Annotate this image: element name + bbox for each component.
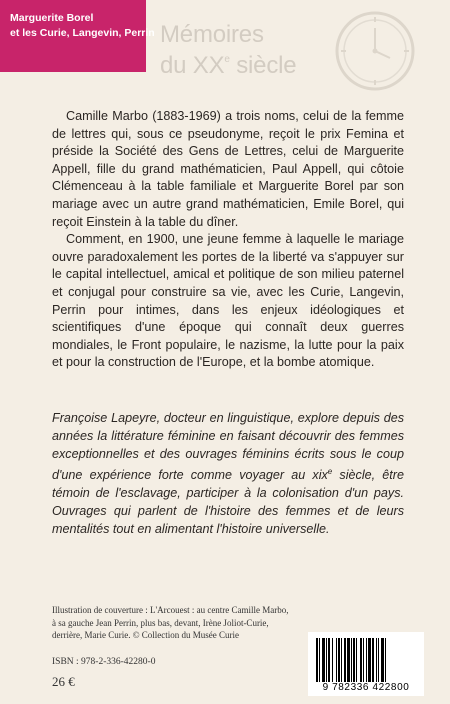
barcode-bar — [356, 638, 357, 682]
series-title — [160, 22, 296, 78]
isbn: ISBN : 978-2-336-42280-0 — [52, 657, 156, 667]
subject-line-2: et les Curie, Langevin, Perrin — [10, 27, 155, 39]
clock-icon — [332, 8, 418, 94]
barcode-bar — [368, 638, 371, 682]
barcode-bar — [316, 638, 318, 682]
series-title-line-1: Mémoires — [160, 21, 264, 48]
barcode-bar — [322, 638, 325, 682]
barcode-bar — [385, 638, 386, 682]
barcode-bar — [328, 638, 330, 682]
barcode-bar — [372, 638, 374, 682]
barcode-bar — [363, 638, 364, 682]
barcode-bar — [347, 638, 350, 682]
summary-text — [52, 108, 404, 372]
author-name: Françoise Lapeyre — [52, 411, 157, 425]
barcode-bar — [341, 638, 342, 682]
barcode-bar — [376, 638, 377, 682]
cover-credit: Illustration de couverture : L'Arcouest : au centre Camille Marbo, à sa gauche Jean Perrin, plus bas, devant, Irène Joliot-Curie, derrière, Marie Curie. © Collection du Musée Curie — [52, 605, 289, 640]
barcode — [308, 632, 424, 696]
barcode-bar — [326, 638, 327, 682]
barcode-bar — [338, 638, 340, 682]
barcode-bar — [351, 638, 352, 682]
barcode-bar — [381, 638, 384, 682]
subject-line-1: Marguerite Borel — [10, 12, 94, 24]
series-title-line-2: du XXe siècle — [160, 52, 297, 79]
summary-paragraph-1: Camille Marbo (1883-1969) a trois noms, celui de la femme de lettres qui, sous ce pseudonyme, reçoit le prix Femina et préside la Société des Gens de Lettres, celui de Marguerite Appell, fille du grand mathématicien, Paul Appell, qui côtoie Clémenceau à la table familiale et Marguerite Borel par son mariage avec un autre grand mathématicien, Emile Borel, qui reçoit Einstein à la table du dîner. — [52, 109, 404, 229]
series-subject-box — [0, 0, 155, 72]
barcode-bar — [378, 638, 379, 682]
author-bio: Françoise Lapeyre, docteur en linguistique, explore depuis des années la littérature féminine en faisant découvrir des femmes exceptionnelles et des ouvrages féminins écrits sous le coup d'une expérience forte comme voyager au xix$^e$ siècle, être témoin de l'esclavage, participer à la colonisation d'un pays. Ouvrages qui parlent de l'histoire des femmes et de leurs mentalités tout en alimentant l'histoire universelle. — [52, 411, 404, 536]
barcode-number: 9 782336 422800 — [322, 682, 410, 693]
barcode-bars — [316, 638, 416, 682]
barcode-bar — [332, 638, 333, 682]
century: xix — [312, 468, 328, 483]
barcode-bar — [366, 638, 367, 682]
barcode-bar — [353, 638, 355, 682]
barcode-bar — [344, 638, 346, 682]
barcode-bar — [336, 638, 337, 682]
barcode-bar — [319, 638, 320, 682]
price: 26 € — [52, 674, 75, 689]
barcode-bar — [360, 638, 362, 682]
summary-paragraph-2: Comment, en 1900, une jeune femme à laquelle le mariage ouvre paradoxalement les portes de la liberté va s'appuyer sur le capital intellectuel, amical et politique de son milieu paternel et conjugal pour construire sa vie, avec les Curie, Langevin, Perrin pour intimes, dans les enjeux idéologiques et scientifiques d'une époque qui connaît deux guerres mondiales, le Front populaire, le nazisme, la lutte pour la paix et pour la construction de l'Europe, et la bombe atomique. — [52, 232, 404, 370]
